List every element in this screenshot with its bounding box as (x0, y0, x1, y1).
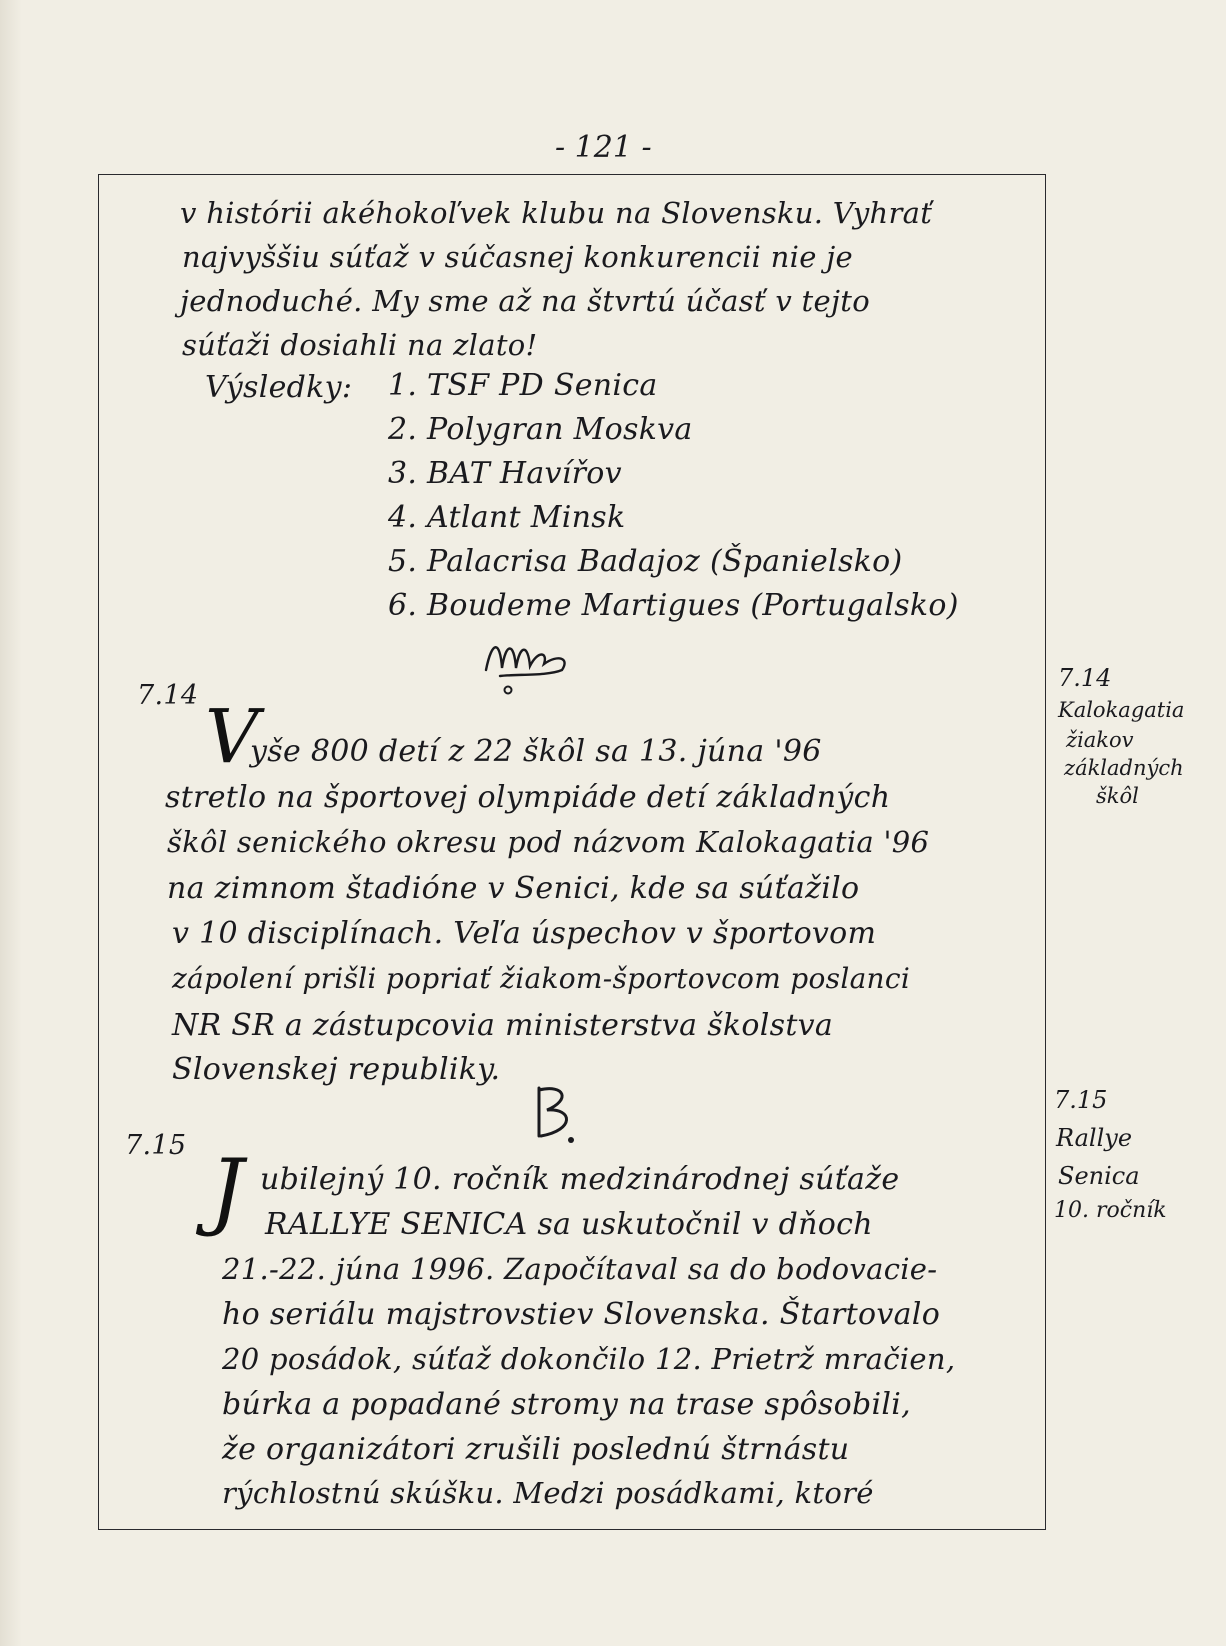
margin-note-line: 7.14 (1058, 664, 1112, 692)
entry-line: 20 posádok, súťaž dokončilo 12. Prietrž mračien, (222, 1342, 956, 1376)
signature-initials (478, 630, 588, 700)
entry-line: rýchlostnú skúšku. Medzi posádkami, ktoré (222, 1476, 874, 1510)
intro-line: najvyššiu súťaž v súčasnej konkurencii nie je (182, 240, 853, 274)
entry-line: zápolení prišli popriať žiakom-športovcom poslanci (172, 962, 911, 995)
entry-first-line: ubilejný 10. ročník medzinárodnej súťaže (260, 1162, 900, 1197)
entry-line: RALLYE SENICA sa uskutočnil v dňoch (265, 1207, 873, 1242)
results-label: Výsledky: (205, 370, 353, 405)
entry-line: na zimnom štadióne v Senici, kde sa súťažilo (167, 871, 860, 906)
margin-note-line: škôl (1096, 784, 1139, 808)
result-item: 3. BAT Havířov (388, 456, 622, 491)
result-item: 5. Palacrisa Badajoz (Španielsko) (388, 544, 903, 579)
intro-line: v histórii akéhokoľvek klubu na Slovensku. Vyhrať (180, 196, 933, 230)
entry-line: v 10 disciplínach. Veľa úspechov v športovom (172, 916, 877, 951)
margin-note-line: 10. ročník (1054, 1198, 1167, 1223)
entry-first-line: yše 800 detí z 22 škôl sa 13. júna '96 (250, 734, 822, 769)
page-number: - 121 - (555, 130, 652, 165)
entry-number: 7.15 (125, 1130, 187, 1161)
entry-dropcap: J (210, 1141, 244, 1239)
entry-line: že organizátori zrušili poslednú štrnástu (222, 1432, 850, 1467)
entry-number: 7.14 (137, 680, 199, 711)
entry-line: škôl senického okresu pod názvom Kalokagatia '96 (167, 825, 930, 859)
entry-line: stretlo na športovej olympiáde detí základných (165, 780, 891, 815)
entry-line: NR SR a zástupcovia ministerstva školstva (172, 1008, 834, 1043)
entry-dropcap: V (205, 694, 259, 780)
page-edge (0, 0, 22, 1646)
entry-line: búrka a popadané stromy na trase spôsobili, (222, 1387, 911, 1422)
intro-line: jednoduché. My sme až na štvrtú účasť v tejto (180, 284, 870, 318)
margin-note-line: Kalokagatia (1058, 698, 1185, 722)
margin-note-line: Senica (1058, 1162, 1140, 1190)
result-item: 2. Polygran Moskva (388, 412, 693, 447)
margin-note-line: Rallye (1056, 1124, 1133, 1152)
margin-note-line: žiakov (1066, 728, 1134, 752)
signature-initials (525, 1080, 585, 1148)
result-item: 6. Boudeme Martigues (Portugalsko) (388, 588, 959, 623)
result-item: 4. Atlant Minsk (388, 500, 626, 535)
margin-note-line: základných (1064, 756, 1184, 780)
entry-line: ho seriálu majstrovstiev Slovenska. Štartovalo (222, 1297, 941, 1332)
entry-line: Slovenskej republiky. (172, 1052, 501, 1087)
margin-note-line: 7.15 (1054, 1086, 1108, 1114)
result-item: 1. TSF PD Senica (388, 368, 658, 403)
intro-line: súťaži dosiahli na zlato! (182, 328, 538, 362)
entry-line: 21.-22. júna 1996. Započítaval sa do bodovacie- (222, 1252, 938, 1286)
